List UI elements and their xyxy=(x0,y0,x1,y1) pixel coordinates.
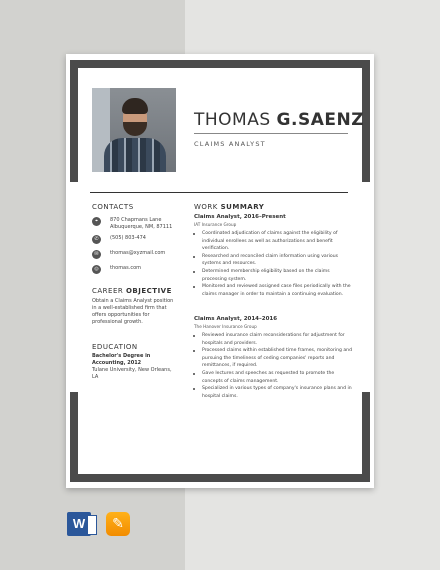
list-item: Monitored and reviewed assigned case files periodically with the claims manager in order to maintain a continuing evaluation. xyxy=(190,283,352,298)
career-objective-text: Obtain a Claims Analyst position in a well-established firm that offers opportunities for professional growth. xyxy=(92,298,174,325)
last-name: G.SAENZ xyxy=(276,110,365,130)
job-1-bullets xyxy=(190,230,352,298)
job-2-title: Claims Analyst, 2014–2016 xyxy=(194,316,278,322)
list-item: Gave lectures and speeches as requested to promote the concepts of claims management. xyxy=(190,370,352,385)
resume-page xyxy=(66,54,374,488)
contact-phone: ✆ (505) 803-474 xyxy=(92,235,190,244)
frame-top xyxy=(70,60,370,68)
list-item: Determined membership eligibility based on the claims processing system. xyxy=(190,268,352,283)
word-format-icon[interactable]: W xyxy=(67,512,91,536)
pages-format-icon[interactable]: ✎ xyxy=(106,512,130,536)
header-divider xyxy=(90,192,348,193)
phone-icon: ✆ xyxy=(92,235,101,244)
list-item: Processed claims within established time frames, monitoring and pursuing the timeliness of ceding companies' reports and remittances, if required. xyxy=(190,347,352,370)
contacts-heading: CONTACTS xyxy=(92,203,134,211)
name-divider xyxy=(194,133,348,134)
location-icon: ⌖ xyxy=(92,217,101,226)
list-item: Coordinated adjudication of claims against the eligibility of individual enrollees as well as authorizations and benefit verification. xyxy=(190,230,352,253)
job-1-company: IAT Insurance Group xyxy=(194,222,237,227)
education-heading: EDUCATION xyxy=(92,343,138,351)
profile-photo xyxy=(92,88,176,172)
first-name: THOMAS xyxy=(194,110,271,130)
frame-bottom xyxy=(70,474,370,482)
career-heading: CAREER OBJECTIVE xyxy=(92,287,172,295)
frame-left-top xyxy=(70,60,78,182)
frame-right-bottom xyxy=(362,392,370,482)
job-2-company: The Hanover Insurance Group xyxy=(194,324,257,329)
web-icon: ◎ xyxy=(92,265,101,274)
email-icon: ✉ xyxy=(92,250,101,259)
education-school: Tulane University, New Orleans, LA xyxy=(92,367,172,380)
list-item: Reviewed insurance claim reconsiderations for adjustment for hospitals and providers. xyxy=(190,332,352,347)
list-item: Researched and reconciled claim information using various systems and resources. xyxy=(190,253,352,268)
list-item: Specialized in various types of company's insurance plans and in hospital claims. xyxy=(190,385,352,400)
candidate-name xyxy=(194,110,365,130)
work-summary-heading: WORK SUMMARY xyxy=(194,203,265,211)
frame-left-bottom xyxy=(70,392,78,482)
job-2-bullets xyxy=(190,332,352,400)
contact-email: ✉ thomas@xyzmail.com xyxy=(92,250,190,259)
job-role: CLAIMS ANALYST xyxy=(194,140,266,148)
contact-website: ◎ thomas.com xyxy=(92,265,190,274)
job-1-title: Claims Analyst, 2016–Present xyxy=(194,214,286,220)
contact-address: ⌖ 870 Chapmans Lane Albuquerque, NM, 87111 xyxy=(92,217,190,230)
education-degree: Bachelor's Degree in Accounting, 2012 xyxy=(92,353,151,366)
